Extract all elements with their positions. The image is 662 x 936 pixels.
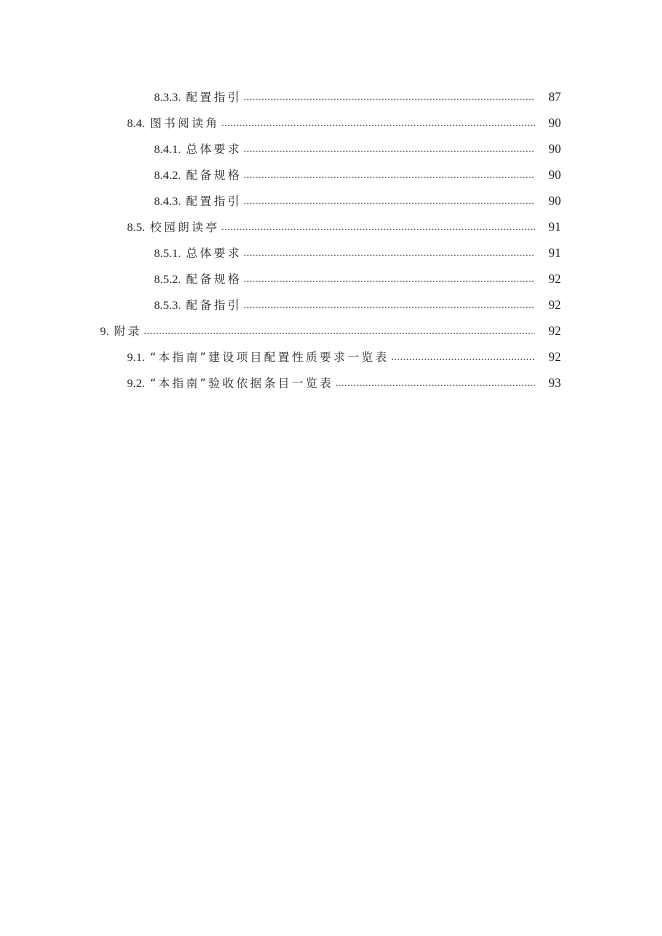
dot-leader [144, 319, 535, 345]
toc-entry-page: 92 [548, 272, 561, 286]
toc-entry-8-4-1[interactable] [0, 136, 662, 162]
toc-entry-number: 8.4. [127, 116, 145, 130]
toc-entry-page: 91 [548, 246, 561, 260]
toc-entry-8-5-1[interactable] [0, 240, 662, 266]
toc-entry-number: 9.1. [127, 350, 145, 364]
toc-entry-9-1[interactable] [0, 344, 662, 370]
toc-entry-number: 9.2. [127, 376, 145, 390]
toc-entry-title: 总体要求 [186, 142, 242, 156]
toc-entry-page: 91 [548, 220, 561, 234]
toc-entry-8-4[interactable] [0, 110, 662, 136]
toc-entry-9[interactable] [0, 318, 662, 344]
dot-leader [391, 345, 535, 371]
dot-leader [222, 215, 536, 241]
dot-leader [222, 111, 536, 137]
toc-entry-number: 8.4.1. [154, 142, 181, 156]
toc-entry-title: 配备规格 [186, 168, 242, 182]
dot-leader [244, 293, 535, 319]
toc-entry-page: 87 [548, 90, 561, 104]
toc-entry-number: 8.4.3. [154, 194, 181, 208]
toc-entry-page: 90 [548, 168, 561, 182]
toc-entry-title: 配备规格 [186, 272, 242, 286]
toc-entry-page: 90 [548, 116, 561, 130]
toc-entry-page: 93 [548, 376, 561, 390]
toc-entry-8-5[interactable] [0, 214, 662, 240]
toc-entry-8-4-3[interactable] [0, 188, 662, 214]
toc-entry-title: 校园朗读亭 [150, 220, 220, 234]
dot-leader [244, 241, 535, 267]
toc-entry-page: 92 [548, 298, 561, 312]
toc-entry-number: 8.5.3. [154, 298, 181, 312]
dot-leader [244, 163, 535, 189]
dot-leader [244, 85, 535, 111]
toc-entry-page: 90 [548, 142, 561, 156]
toc-entry-title: 配置指引 [186, 194, 242, 208]
toc-entry-page: 92 [548, 324, 561, 338]
toc-entry-title: 配置指引 [186, 90, 242, 104]
toc-entry-number: 8.4.2. [154, 168, 181, 182]
toc-entry-8-3-3[interactable] [0, 84, 662, 110]
toc-entry-page: 92 [548, 350, 561, 364]
toc-entry-number: 8.5.2. [154, 272, 181, 286]
toc-entry-8-4-2[interactable] [0, 162, 662, 188]
dot-leader [336, 371, 535, 397]
dot-leader [244, 137, 535, 163]
table-of-contents [0, 84, 662, 396]
dot-leader [244, 189, 535, 215]
toc-entry-title: 附录 [114, 324, 142, 338]
toc-entry-number: 8.5.1. [154, 246, 181, 260]
toc-entry-title: 总体要求 [186, 246, 242, 260]
toc-entry-title: “本指南”验收依据条目一览表 [150, 376, 334, 390]
toc-entry-title: “本指南”建设项目配置性质要求一览表 [150, 350, 390, 364]
toc-entry-page: 90 [548, 194, 561, 208]
toc-entry-number: 8.3.3. [154, 90, 181, 104]
toc-entry-number: 9. [100, 324, 109, 338]
toc-entry-9-2[interactable] [0, 370, 662, 396]
dot-leader [244, 267, 535, 293]
toc-entry-8-5-3[interactable] [0, 292, 662, 318]
toc-entry-number: 8.5. [127, 220, 145, 234]
toc-entry-title: 图书阅读角 [150, 116, 220, 130]
toc-entry-title: 配备指引 [186, 298, 242, 312]
toc-entry-8-5-2[interactable] [0, 266, 662, 292]
